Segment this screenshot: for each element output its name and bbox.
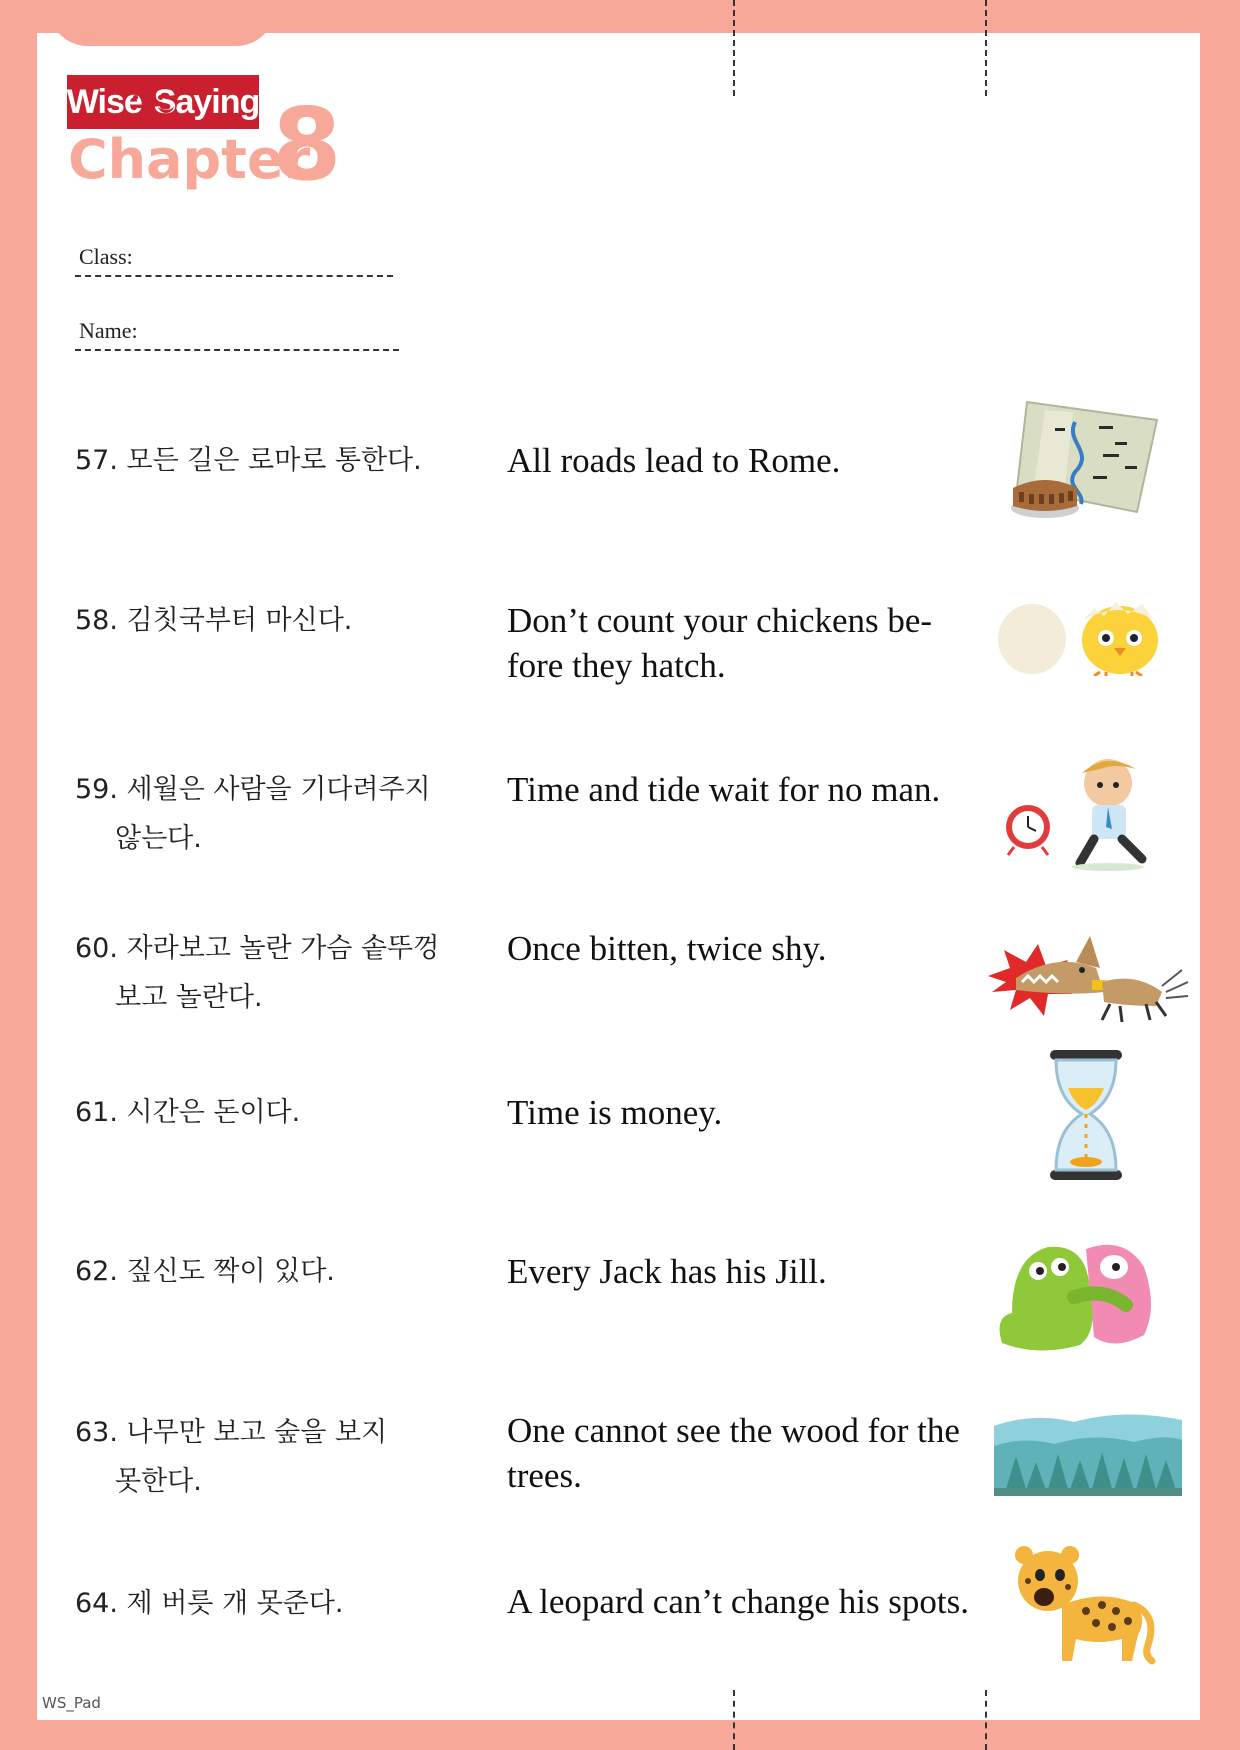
korean-saying	[75, 596, 475, 645]
korean-line: 모든 길은 로마로 통한다.	[126, 445, 422, 476]
class-label: Class:	[79, 244, 133, 269]
saying-number: 62.	[75, 1256, 118, 1287]
korean-line: 나무만 보고 숲을 보지	[126, 1417, 388, 1448]
logo-word-saying: Saying	[153, 82, 260, 121]
chapter-number: 8	[272, 86, 342, 203]
korean-line: 자라보고 놀란 가슴 솥뚜껑	[126, 933, 440, 964]
map-colosseum-icon	[1005, 392, 1165, 524]
logo-word-wise: Wise	[66, 82, 142, 121]
korean-line: 세월은 사람을 기다려주지	[126, 774, 431, 805]
english-saying: Every Jack has his Jill.	[507, 1252, 827, 1291]
saying-number: 61.	[75, 1097, 118, 1128]
english-saying: Time is money.	[507, 1093, 723, 1132]
korean-line: 김칫국부터 마신다.	[126, 605, 353, 636]
korean-saying	[75, 1579, 475, 1628]
footer-label: WS_Pad	[42, 1694, 101, 1712]
cut-line-top-left	[733, 0, 735, 96]
korean-saying	[75, 924, 475, 1022]
cut-line-top-right	[985, 0, 987, 96]
cut-line-bottom-left	[733, 1690, 735, 1750]
korean-saying	[75, 1088, 475, 1137]
cut-line-bottom-right	[985, 1690, 987, 1750]
korean-line: 짚신도 짝이 있다.	[126, 1256, 335, 1287]
korean-line: 시간은 돈이다.	[126, 1097, 301, 1128]
forest-icon	[994, 1406, 1182, 1496]
clock-running-man-icon	[996, 755, 1168, 875]
english-saying: Time and tide wait for no man.	[507, 770, 941, 809]
korean-saying	[75, 765, 475, 863]
korean-saying	[75, 1247, 475, 1296]
saying-number: 58.	[75, 605, 118, 636]
korean-line-2: 않는다.	[115, 823, 202, 854]
english-saying: A leopard can’t change his spots.	[507, 1582, 970, 1621]
korean-line-2: 못한다.	[115, 1466, 202, 1497]
hourglass-icon	[1046, 1048, 1126, 1182]
korean-saying	[75, 1408, 475, 1506]
egg-and-chick-icon	[996, 594, 1166, 676]
saying-number: 59.	[75, 774, 118, 805]
english-saying: Once bitten, twice shy.	[507, 929, 827, 968]
barking-dog-icon	[986, 932, 1190, 1032]
name-label: Name:	[79, 318, 138, 343]
name-field[interactable]	[75, 349, 399, 351]
english-saying: One cannot see the wood for the trees.	[507, 1411, 960, 1495]
saying-number: 63.	[75, 1417, 118, 1448]
folder-tab	[48, 0, 276, 46]
saying-number: 60.	[75, 933, 118, 964]
korean-line-2: 보고 놀란다.	[115, 982, 263, 1013]
saying-number: 64.	[75, 1588, 118, 1619]
english-saying: All roads lead to Rome.	[507, 441, 841, 480]
saying-number: 57.	[75, 445, 118, 476]
hugging-monsters-icon	[994, 1227, 1160, 1355]
class-field[interactable]	[75, 275, 393, 277]
chapter-label: Chapter	[68, 128, 311, 191]
english-saying: Don’t count your chickens be-fore they hatch.	[507, 601, 933, 685]
korean-line: 제 버릇 개 못준다.	[126, 1588, 344, 1619]
wise-saying-logo	[67, 75, 259, 129]
korean-saying	[75, 436, 475, 485]
leopard-icon	[1012, 1545, 1158, 1667]
